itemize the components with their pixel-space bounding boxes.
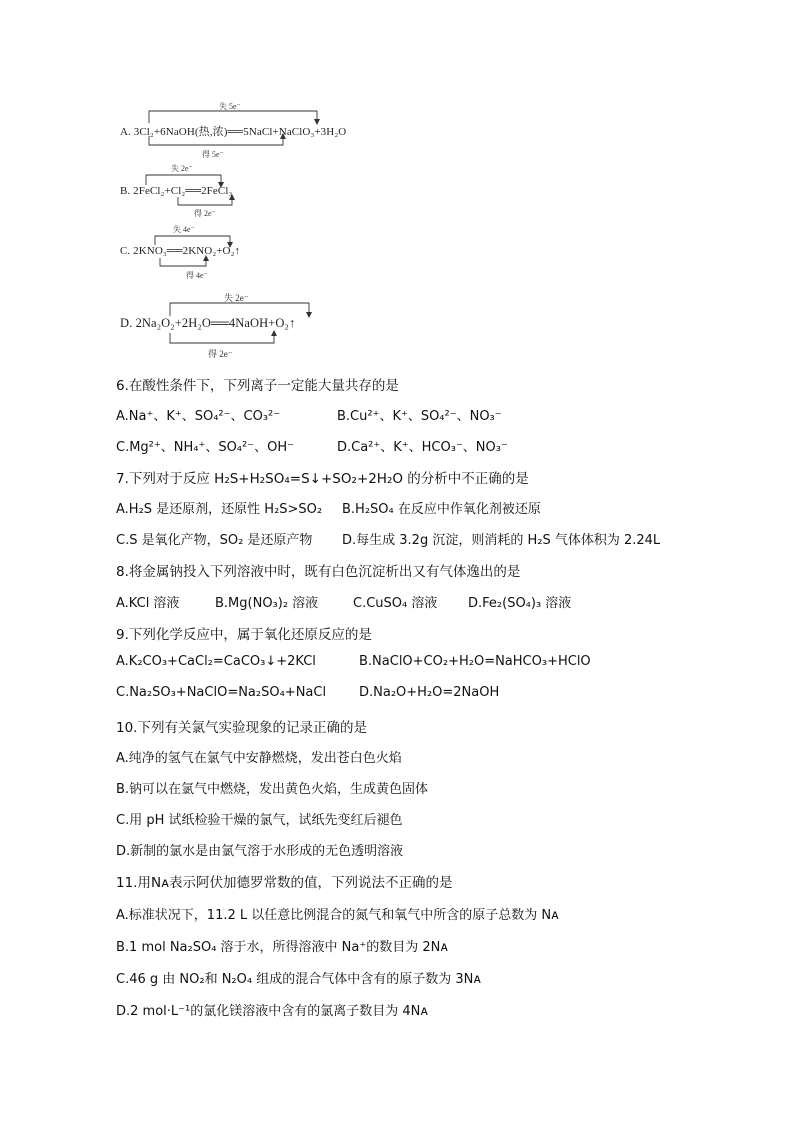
question-10-option-b: B.钠可以在氯气中燃烧，发出黄色火焰，生成黄色固体 [116,782,429,797]
question-7-option-d: D.每生成 3.2g 沉淀，则消耗的 H₂S 气体体积为 2.24L [342,533,661,548]
diagram-b-equation: B. 2FeCl₂+Cl₂══2FeCl₃ [120,185,233,197]
diagram-d-top-label: 失 2e⁻ [224,293,249,303]
question-10-option-a: A.纯净的氢气在氯气中安静燃烧，发出苍白色火焰 [116,751,402,766]
diagram-c-equation: C. 2KNO₃══2KNO₂+O₂↑ [120,245,241,257]
question-11-stem: 11.用Nᴀ表示阿伏加德罗常数的值，下列说法不正确的是 [116,875,453,891]
diagram-d-lose-bracket [0,0,794,370]
diagram-b-bottom-label: 得 2e⁻ [194,209,216,218]
question-6-option-c: C.Mg²⁺、NH₄⁺、SO₄²⁻、OH⁻ [116,440,294,455]
diagram-b-top-label: 失 2e⁻ [171,164,193,173]
question-6-option-d: D.Ca²⁺、K⁺、HCO₃⁻、NO₃⁻ [337,440,508,455]
question-10-option-d: D.新制的氯水是由氯气溶于水形成的无色透明溶液 [116,844,404,859]
question-7-option-c: C.S 是氧化产物，SO₂ 是还原产物 [116,533,313,548]
question-10-stem: 10.下列有关氯气实验现象的记录正确的是 [116,720,367,736]
diagram-d-bottom-label: 得 2e⁻ [208,349,233,359]
question-8-option-a: A.KCl 溶液 [116,596,180,611]
question-11-option-c: C.46 g 由 NO₂和 N₂O₄ 组成的混合气体中含有的原子数为 3Nᴀ [116,972,482,987]
question-6-option-a: A.Na⁺、K⁺、SO₄²⁻、CO₃²⁻ [116,409,281,424]
question-11-option-b: B.1 mol Na₂SO₄ 溶于水，所得溶液中 Na⁺的数目为 2Nᴀ [116,940,449,955]
question-7-option-a: A.H₂S 是还原剂，还原性 H₂S>SO₂ [116,502,323,517]
diagram-a-bottom-label: 得 5e⁻ [202,150,224,159]
question-11-option-a: A.标准状况下，11.2 L 以任意比例混合的氮气和氧气中所含的原子总数为 Nᴀ [116,908,559,923]
question-9-option-b: B.NaClO+CO₂+H₂O=NaHCO₃+HClO [359,654,591,669]
diagram-a-top-label: 失 5e⁻ [219,102,241,111]
question-9-option-c: C.Na₂SO₃+NaClO=Na₂SO₄+NaCl [116,685,327,700]
diagram-d-equation: D. 2Na₂O₂+2H₂O══4NaOH+O₂↑ [120,316,296,330]
question-6-stem: 6.在酸性条件下，下列离子一定能大量共存的是 [116,378,399,394]
question-9-option-a: A.K₂CO₃+CaCl₂=CaCO₃↓+2KCl [116,654,316,669]
question-7-option-b: B.H₂SO₄ 在反应中作氧化剂被还原 [342,502,541,517]
question-8-option-b: B.Mg(NO₃)₂ 溶液 [215,596,319,611]
question-6-option-b: B.Cu²⁺、K⁺、SO₄²⁻、NO₃⁻ [337,409,502,424]
question-8-option-d: D.Fe₂(SO₄)₃ 溶液 [468,596,572,611]
question-8-stem: 8.将金属钠投入下列溶液中时，既有白色沉淀析出又有气体逸出的是 [116,564,521,580]
question-8-option-c: C.CuSO₄ 溶液 [353,596,438,611]
diagram-c-top-label: 失 4e⁻ [173,225,195,234]
diagram-c-bottom-label: 得 4e⁻ [186,271,208,280]
question-9-stem: 9.下列化学反应中，属于氧化还原反应的是 [116,627,372,643]
diagram-a-equation: A. 3Cl₂+6NaOH(热,浓)══5NaCl+NaClO₃+3H₂O [120,126,347,138]
question-9-option-d: D.Na₂O+H₂O=2NaOH [359,685,500,700]
question-11-option-d: D.2 mol·L⁻¹的氯化镁溶液中含有的氯离子数目为 4Nᴀ [116,1004,429,1019]
question-7-stem: 7.下列对于反应 H₂S+H₂SO₄=S↓+SO₂+2H₂O 的分析中不正确的是 [116,471,529,487]
question-10-option-c: C.用 pH 试纸检验干燥的氯气，试纸先变红后褪色 [116,813,403,828]
